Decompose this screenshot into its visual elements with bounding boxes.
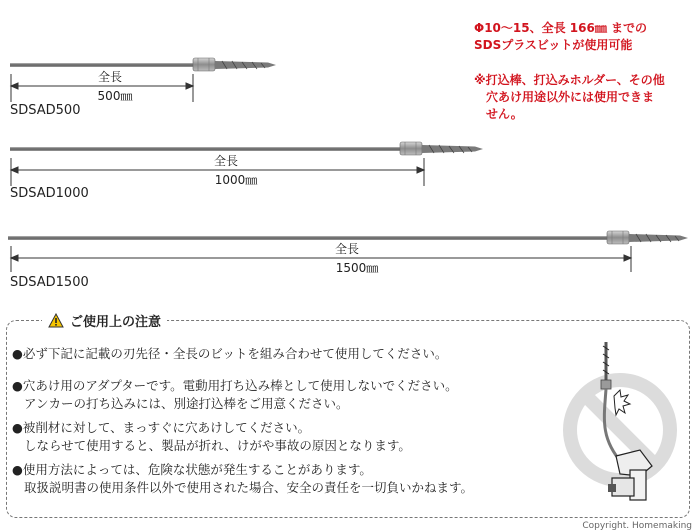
- notice-item-3: [12, 419, 411, 455]
- length-value-500: 500㎜: [97, 89, 133, 103]
- notice-title: ご使用上の注意: [70, 314, 162, 330]
- copyright: Copyright. Homemaking: [582, 521, 692, 531]
- notice-item-4: [12, 461, 473, 497]
- spec-note-line1: Φ10～15、全長 166㎜ までの: [474, 21, 648, 35]
- length-label-1000: 全長: [213, 154, 238, 168]
- warning-icon: [48, 313, 64, 328]
- length-value-1000: 1000㎜: [214, 173, 258, 187]
- notice-item-3-line2: しならせて使用すると、製品が折れ、けがや事故の原因となります。: [24, 438, 411, 453]
- notice-item-2-line1: ●穴あけ用のアダプターです。電動用打ち込み棒として使用しないでください。: [12, 378, 458, 393]
- warning-note-line3: せん。: [486, 107, 523, 121]
- model-sdsad1000: SDSAD1000: [10, 186, 89, 201]
- notice-item-2-line2: アンカーの打ち込みには、別途打込棒をご用意ください。: [24, 396, 349, 411]
- notice-item-3-line1: ●被削材に対して、まっすぐに穴あけしてください。: [12, 420, 311, 435]
- notice-item-4-line2: 取扱説明書の使用条件以外で使用された場合、安全の責任を一切負いかねます。: [24, 480, 474, 495]
- notice-item-2: [12, 377, 458, 413]
- notice-item-4-line1: ●使用方法によっては、危険な状態が発生することがあります。: [12, 462, 372, 477]
- model-sdsad1500: SDSAD1500: [10, 275, 89, 290]
- notice-header: [42, 309, 167, 331]
- notice-item-1-line1: ●必ず下記に記載の刃先径・全長のビットを組み合わせて使用してください。: [12, 346, 448, 361]
- warning-note-line2: 穴あけ用途以外には使用できま: [486, 90, 655, 104]
- length-value-1500: 1500㎜: [335, 261, 379, 275]
- spec-note-line2: SDSプラスビットが使用可能: [474, 38, 633, 52]
- length-label-1500: 全長: [334, 242, 359, 256]
- prohibited-bending-illustration: [560, 338, 690, 513]
- notice-item-1: [12, 345, 447, 363]
- rod-sdsad500: [10, 58, 276, 71]
- length-label-500: 全長: [97, 70, 122, 84]
- warning-note-line1: ※打込棒、打込みホルダー、その他: [474, 73, 665, 87]
- model-sdsad500: SDSAD500: [10, 103, 81, 118]
